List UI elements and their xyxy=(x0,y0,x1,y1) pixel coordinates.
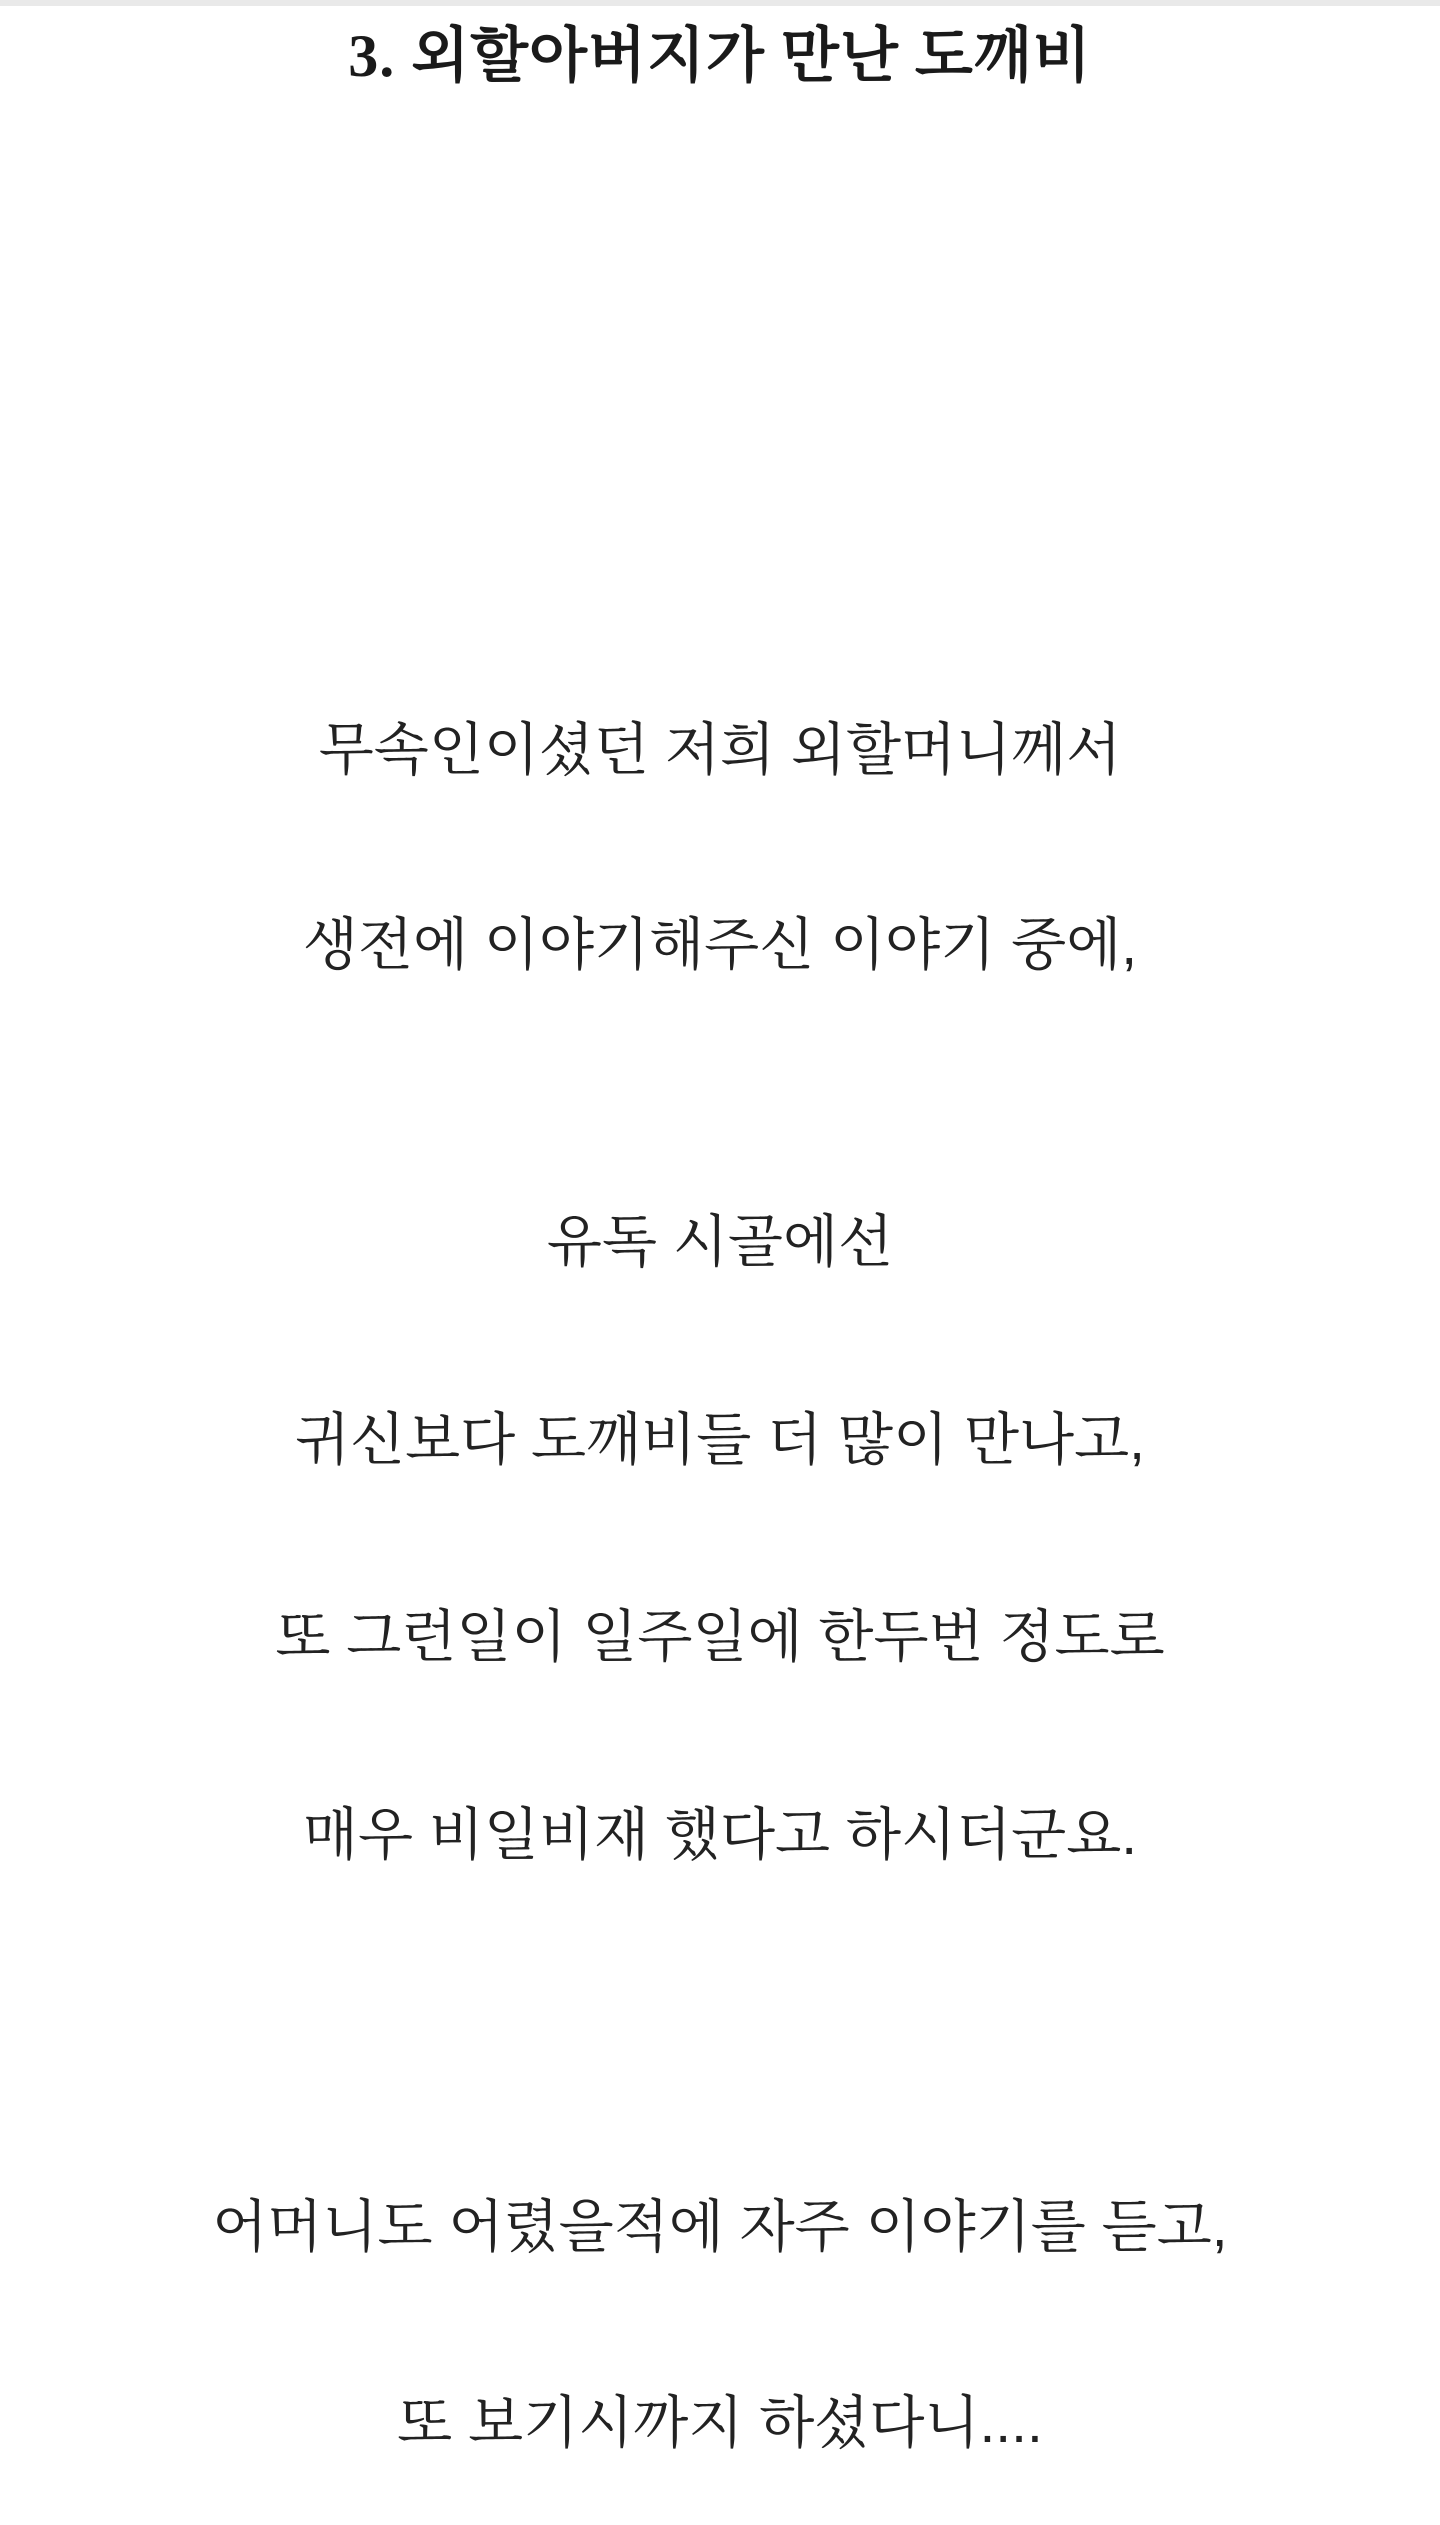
story-body xyxy=(0,701,1440,2472)
story-line: 귀신보다 도깨비들 더 많이 만나고, xyxy=(294,1408,1146,1472)
story-line: 매우 비일비재 했다고 하시더군요. xyxy=(302,1803,1138,1867)
story-line: 무속인이셨던 저희 외할머니께서 xyxy=(318,718,1122,782)
story-line: 유독 시골에선 xyxy=(546,1210,894,1274)
story-line: 어머니도 어렸을적에 자주 이야기를 듣고, xyxy=(212,2195,1228,2259)
story-line: 또 보기시까지 하셨다니.... xyxy=(397,2391,1043,2455)
top-divider-bar xyxy=(0,0,1440,6)
story-line: 또 그런일이 일주일에 한두번 정도로 xyxy=(275,1605,1165,1669)
story-line: 생전에 이야기해주신 이야기 중에, xyxy=(302,913,1138,977)
chapter-title: 3. 외할아버지가 만난 도깨비 xyxy=(348,23,1092,89)
